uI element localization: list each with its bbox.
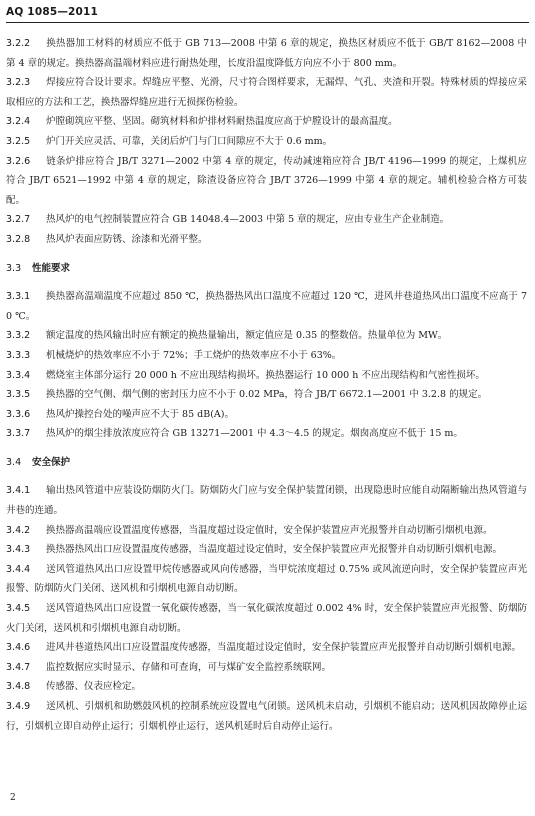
- clause-number: 3.3.2: [6, 330, 31, 342]
- clause-number: 3.2.6: [6, 155, 31, 167]
- section-title: 性能要求: [32, 262, 71, 274]
- clause-3-3-3: [6, 346, 527, 366]
- clause-3-3-1: [6, 287, 527, 326]
- clause-text: 换热器的空气侧、烟气侧的密封压力应不小于 0.02 MPa，符合 JB/T 6672.1—2001 中 3.2.8 的规定。: [46, 389, 488, 401]
- clause-text: 炉门开关应灵活、可靠，关闭后炉门与门口间隙应不大于 0.6 mm。: [46, 135, 333, 147]
- clause-number: 3.2.2: [6, 38, 31, 49]
- clause-3-2-6: [6, 152, 527, 211]
- clause-text: 热风炉表面应防锈、涂漆和光滑平整。: [46, 233, 208, 245]
- clause-3-4-3: [6, 540, 527, 560]
- clause-number: 3.2.8: [6, 233, 31, 245]
- clause-3-4-2: [6, 521, 527, 541]
- clause-text: 链条炉排应符合 JB/T 3271—2002 中第 4 章的规定，传动减速箱应符合 JB/T 4196—1999 的规定，上煤机应符合 JB/T 6521—1992 中第 4 章的规定，除渣设备应符合 JB/T 3726—1999 中第 4 章的规定。辅机检验合格方可装配。: [6, 155, 527, 206]
- clause-text: 送风管道热风出口应设置甲烷传感器或风向传感器，当甲烷浓度超过 0.75% 或风流逆向时，安全保护装置应声光报警、防烟防火门关闭、送风机和引烟机电源自动切断。: [6, 563, 527, 595]
- clause-text: 炉膛砌筑应平整、坚固。砌筑材料和炉排材料耐热温度应高于炉膛设计的最高温度。: [46, 116, 398, 128]
- clause-3-4-6: [6, 638, 527, 658]
- clause-number: 3.4.4: [6, 563, 31, 575]
- clause-text: 进风井巷道热风出口应设置温度传感器，当温度超过设定值时，安全保护装置应声光报警并自动切断引烟机电源。: [46, 642, 522, 654]
- section-heading-3-4: [6, 453, 527, 473]
- section-number: 3.3: [6, 262, 22, 274]
- clause-number: 3.4.5: [6, 603, 31, 615]
- clause-text: 换热器高温端温度不应超过 850 ℃，换热器热风出口温度不应超过 120 ℃，进风井巷道热风出口温度不应高于 70 ℃。: [6, 291, 527, 322]
- clause-text: 送风机、引烟机和助燃鼓风机的控制系统应设置电气闭锁。送风机未启动，引烟机不能启动；送风机因故障停止运行，引烟机立即自动停止运行；引烟机停止运行，送风机延时后自动停止运行。: [6, 701, 527, 732]
- clause-number: 3.4.3: [6, 544, 31, 556]
- clause-3-3-4: [6, 366, 527, 386]
- clause-text: 热风炉的电气控制装置应符合 GB 14048.4—2003 中第 5 章的规定，应由专业生产企业制造。: [46, 214, 450, 226]
- clause-3-2-2: [6, 34, 527, 73]
- clause-number: 3.3.4: [6, 369, 31, 381]
- clause-number: 3.4.7: [6, 661, 31, 673]
- clause-3-2-8: [6, 230, 527, 250]
- clause-3-4-8: [6, 677, 527, 697]
- clause-3-3-6: [6, 405, 527, 425]
- document-body: [6, 34, 527, 736]
- clause-number: 3.3.3: [6, 349, 31, 361]
- clause-text: 监控数据应实时显示、存储和可查询，可与煤矿安全监控系统联网。: [46, 661, 332, 673]
- clause-number: 3.4.9: [6, 701, 31, 712]
- clause-text: 换热器加工材料的材质应不低于 GB 713—2008 中第 6 章的规定，换热区材质应不低于 GB/T 8162—2008 中第 4 章的规定。换热器高温端材料应进行耐热处理，长度沿温度降低方向应不小于 800 mm。: [6, 38, 527, 69]
- clause-3-4-5: [6, 599, 527, 638]
- clause-number: 3.2.5: [6, 135, 31, 147]
- clause-number: 3.3.6: [6, 408, 31, 420]
- clause-3-2-3: [6, 73, 527, 112]
- clause-3-4-4: [6, 560, 527, 599]
- clause-number: 3.4.8: [6, 681, 31, 693]
- clause-text: 焊接应符合设计要求。焊缝应平整、光滑，尺寸符合图样要求，无漏焊、气孔、夹渣和开裂。特殊材质的焊接应采取相应的方法和工艺，换热器焊缝应进行无损探伤检验。: [6, 77, 527, 108]
- clauses-3-3: [6, 287, 527, 444]
- clause-number: 3.4.6: [6, 642, 31, 654]
- clause-number: 3.3.5: [6, 389, 31, 401]
- clause-number: 3.4.1: [6, 485, 31, 497]
- clause-3-3-5: [6, 385, 527, 405]
- clause-text: 燃烧室主体部分运行 20 000 h 不应出现结构损坏。换热器运行 10 000 h 不应出现结构和气密性损坏。: [46, 369, 485, 381]
- clause-text: 额定温度的热风输出时应有额定的换热量输出，额定值应是 0.35 的整数倍。热量单位为 MW。: [46, 330, 448, 342]
- header-rule: [6, 22, 529, 23]
- clauses-3-4: [6, 481, 527, 736]
- clause-3-3-2: [6, 326, 527, 346]
- clause-text: 送风管道热风出口应设置一氧化碳传感器，当一氧化碳浓度超过 0.002 4% 时，安全保护装置应声光报警、防烟防火门关闭，送风机和引烟机电源自动切断。: [6, 603, 527, 634]
- clause-3-4-1: [6, 481, 527, 520]
- clause-3-2-4: [6, 112, 527, 132]
- section-title: 安全保护: [32, 456, 71, 468]
- clause-text: 传感器、仪表应检定。: [46, 681, 142, 693]
- clause-number: 3.3.7: [6, 428, 31, 440]
- clause-number: 3.2.7: [6, 214, 31, 226]
- clause-number: 3.4.2: [6, 524, 31, 536]
- page-number: 2: [10, 793, 16, 803]
- clause-number: 3.3.1: [6, 291, 31, 303]
- clause-text: 输出热风管道中应装设防烟防火门。防烟防火门应与安全保护装置闭锁，出现隐患时应能自动隔断输出热风管道与井巷的连通。: [6, 485, 527, 517]
- clause-3-4-7: [6, 658, 527, 678]
- clause-text: 换热器高温端应设置温度传感器，当温度超过设定值时，安全保护装置应声光报警并自动切断引烟机电源。: [46, 524, 493, 536]
- clause-3-2-5: [6, 132, 527, 152]
- clause-3-2-7: [6, 210, 527, 230]
- document-code: AQ 1085—2011: [6, 6, 99, 18]
- clause-text: 热风炉的烟尘排放浓度应符合 GB 13271—2001 中 4.3～4.5 的规定。烟囱高度应不低于 15 m。: [46, 428, 463, 440]
- clause-3-3-7: [6, 424, 527, 444]
- clauses-3-2: [6, 34, 527, 250]
- section-number: 3.4: [6, 456, 22, 468]
- clause-text: 机械烧炉的热效率应不小于 72%；手工烧炉的热效率应不小于 63%。: [46, 349, 342, 361]
- clause-3-4-9: [6, 697, 527, 736]
- section-heading-3-3: [6, 259, 527, 279]
- clause-text: 热风炉操控台处的噪声应不大于 85 dB(A)。: [46, 408, 234, 420]
- clause-text: 换热器热风出口应设置温度传感器，当温度超过设定值时，安全保护装置应声光报警并自动切断引烟机电源。: [46, 544, 503, 556]
- clause-number: 3.2.3: [6, 77, 31, 89]
- clause-number: 3.2.4: [6, 116, 31, 128]
